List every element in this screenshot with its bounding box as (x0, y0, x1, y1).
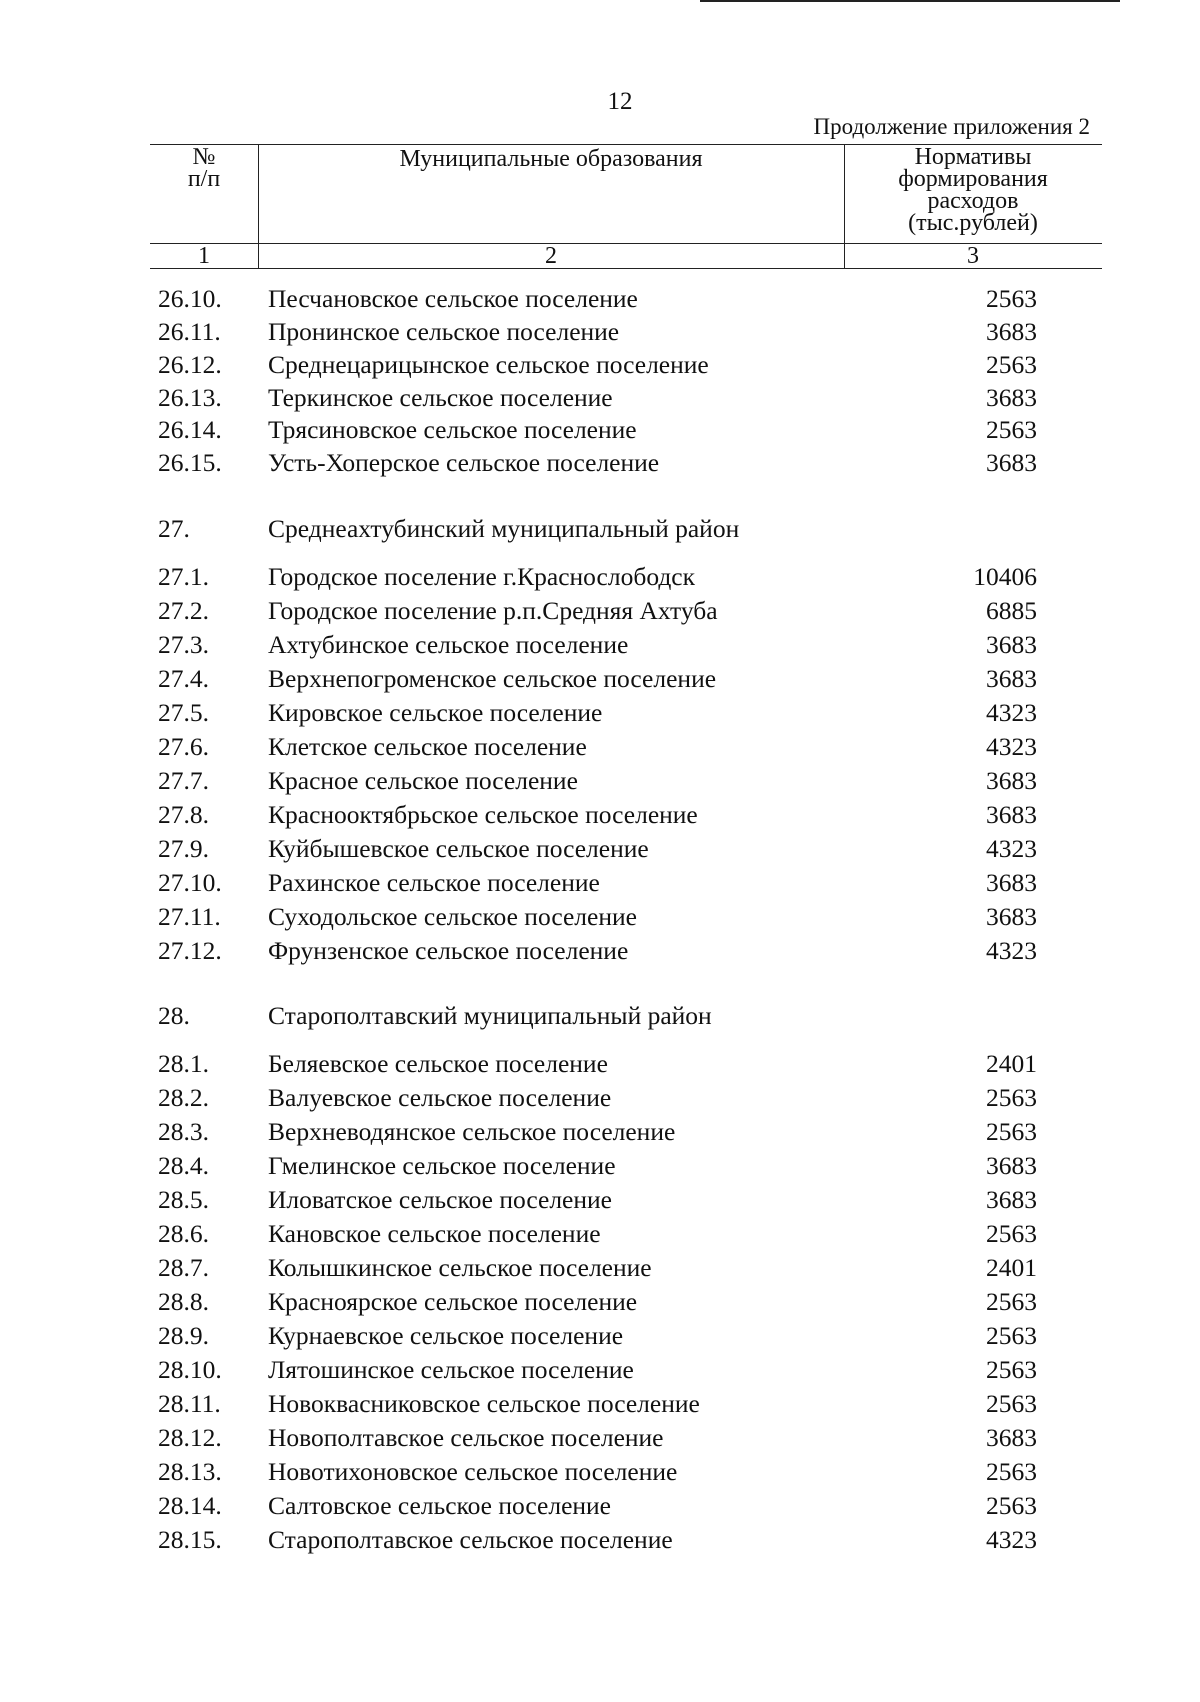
table-row (0, 1083, 1200, 1116)
row-number: 28.7. (158, 1253, 209, 1282)
row-value: 3683 (986, 1423, 1037, 1452)
table-row (0, 1287, 1200, 1320)
row-value: 2563 (986, 1389, 1037, 1418)
row-number: 27.9. (158, 834, 209, 863)
table-row (0, 834, 1200, 867)
row-value: 3683 (986, 902, 1037, 931)
header-col1-line2: п/п (187, 166, 221, 192)
row-value: 4323 (986, 698, 1037, 727)
table-row (0, 936, 1200, 969)
table-row (0, 1253, 1200, 1286)
row-number: 26.14. (158, 415, 222, 444)
row-number: 28.11. (158, 1389, 221, 1418)
row-name: Гмелинское сельское поселение (268, 1151, 616, 1180)
row-value: 3683 (986, 1151, 1037, 1180)
row-number: 27.2. (158, 596, 209, 625)
row-value: 6885 (986, 596, 1037, 625)
table-row (0, 1389, 1200, 1422)
table-row (0, 698, 1200, 731)
row-number: 26.13. (158, 383, 222, 412)
table-header (150, 144, 1102, 270)
row-name: Краснооктябрьское сельское поселение (268, 800, 698, 829)
row-name: Куйбышевское сельское поселение (268, 834, 649, 863)
row-number: 28.3. (158, 1117, 209, 1146)
header-colnum-3: 3 (967, 243, 979, 269)
row-value: 3683 (986, 800, 1037, 829)
row-value: 2563 (986, 1219, 1037, 1248)
row-value: 2563 (986, 1287, 1037, 1316)
row-number: 26.11. (158, 317, 221, 346)
appendix-note: Продолжение приложения 2 (813, 114, 1090, 139)
row-number: 28.5. (158, 1185, 209, 1214)
row-value: 4323 (986, 732, 1037, 761)
row-number: 28.6. (158, 1219, 209, 1248)
table-row (0, 1151, 1200, 1184)
row-name: Кировское сельское поселение (268, 698, 603, 727)
table-row (0, 1423, 1200, 1456)
row-name: Салтовское сельское поселение (268, 1491, 611, 1520)
header-col3 (844, 146, 1102, 234)
row-name: Рахинское сельское поселение (268, 868, 600, 897)
table-row (0, 350, 1200, 383)
row-name: Среднецарицынское сельское поселение (268, 350, 709, 379)
row-name: Усть-Хоперское сельское поселение (268, 448, 660, 477)
row-number: 26.12. (158, 350, 222, 379)
row-name: Иловатское сельское поселение (268, 1185, 612, 1214)
row-name: Лятошинское сельское поселение (268, 1355, 634, 1384)
table-row (0, 1355, 1200, 1388)
row-number: 27.12. (158, 936, 222, 965)
page-number: 12 (607, 88, 633, 115)
table-row (0, 630, 1200, 663)
table-row (0, 284, 1200, 317)
row-value: 2401 (986, 1049, 1037, 1078)
row-name: Теркинское сельское поселение (268, 383, 613, 412)
table-row (0, 732, 1200, 765)
row-value: 2401 (986, 1253, 1037, 1282)
table-row (0, 1117, 1200, 1150)
row-value: 2563 (986, 1491, 1037, 1520)
row-value: 4323 (986, 1525, 1037, 1554)
row-name: Курнаевское сельское поселение (268, 1321, 624, 1350)
table-row (0, 1049, 1200, 1082)
row-value: 2563 (986, 1321, 1037, 1350)
row-value: 2563 (986, 1083, 1037, 1112)
row-value: 4323 (986, 936, 1037, 965)
row-number: 27.8. (158, 800, 209, 829)
row-number: 28.4. (158, 1151, 209, 1180)
row-number: 28.8. (158, 1287, 209, 1316)
row-value: 3683 (986, 1185, 1037, 1214)
row-name: Новополтавское сельское поселение (268, 1423, 664, 1452)
table-row (0, 868, 1200, 901)
row-value: 3683 (986, 630, 1037, 659)
row-name: Верхневодянское сельское поселение (268, 1117, 676, 1146)
district-name: Старополтавский муниципальный район (268, 1001, 712, 1030)
district-number: 28. (158, 1001, 190, 1030)
row-number: 28.12. (158, 1423, 222, 1452)
district-heading-row (0, 1001, 1200, 1034)
row-number: 27.10. (158, 868, 222, 897)
table-row (0, 1219, 1200, 1252)
header-col1 (150, 146, 258, 190)
row-name: Суходольское сельское поселение (268, 902, 637, 931)
header-mid-line (150, 243, 1102, 244)
row-name: Кановское сельское поселение (268, 1219, 601, 1248)
header-col3-line4: (тыс.рублей) (908, 210, 1038, 236)
row-number: 27.6. (158, 732, 209, 761)
row-value: 2563 (986, 415, 1037, 444)
row-name: Верхнепогроменское сельское поселение (268, 664, 717, 693)
row-number: 28.1. (158, 1049, 209, 1078)
row-value: 2563 (986, 1117, 1037, 1146)
row-value: 3683 (986, 664, 1037, 693)
row-name: Городское поселение г.Краснослободск (268, 562, 696, 591)
row-name: Красное сельское поселение (268, 766, 578, 795)
row-number: 27.11. (158, 902, 221, 931)
row-value: 3683 (986, 766, 1037, 795)
table-row (0, 664, 1200, 697)
row-name: Старополтавское сельское поселение (268, 1525, 673, 1554)
header-colnum-1: 1 (198, 243, 210, 269)
top-rule (700, 0, 1120, 2)
district-number: 27. (158, 514, 190, 543)
row-number: 27.3. (158, 630, 209, 659)
district-name: Среднеахтубинский муниципальный район (268, 514, 740, 543)
table-row (0, 766, 1200, 799)
row-name: Трясиновское сельское поселение (268, 415, 637, 444)
header-colnum-2: 2 (545, 243, 557, 269)
header-col1-line1: № (192, 144, 216, 170)
row-value: 2563 (986, 1355, 1037, 1384)
row-number: 28.2. (158, 1083, 209, 1112)
header-col2-label: Муниципальные образования (399, 146, 703, 172)
row-number: 28.13. (158, 1457, 222, 1486)
row-value: 10406 (973, 562, 1037, 591)
table-row (0, 1457, 1200, 1490)
table-row (0, 902, 1200, 935)
header-col2 (258, 148, 844, 170)
row-name: Песчановское сельское поселение (268, 284, 638, 313)
district-heading-row (0, 514, 1200, 547)
header-col3-line1: Нормативы (914, 144, 1032, 170)
row-value: 2563 (986, 284, 1037, 313)
row-number: 27.1. (158, 562, 209, 591)
table-row (0, 800, 1200, 833)
row-number: 26.10. (158, 284, 222, 313)
row-name: Фрунзенское сельское поселение (268, 936, 629, 965)
row-value: 3683 (986, 868, 1037, 897)
row-number: 28.14. (158, 1491, 222, 1520)
row-value: 2563 (986, 350, 1037, 379)
row-value: 2563 (986, 1457, 1037, 1486)
row-name: Валуевское сельское поселение (268, 1083, 612, 1112)
table-row (0, 1525, 1200, 1558)
row-number: 27.5. (158, 698, 209, 727)
header-col3-line2: формирования (898, 166, 1048, 192)
table-row (0, 562, 1200, 595)
row-name: Колышкинское сельское поселение (268, 1253, 652, 1282)
row-name: Новотихоновское сельское поселение (268, 1457, 678, 1486)
table-row (0, 1185, 1200, 1218)
row-number: 28.15. (158, 1525, 222, 1554)
table-row (0, 383, 1200, 416)
header-bottom-line (150, 268, 1102, 269)
table-row (0, 448, 1200, 481)
table-row (0, 1491, 1200, 1524)
row-value: 3683 (986, 448, 1037, 477)
row-name: Беляевское сельское поселение (268, 1049, 608, 1078)
row-value: 3683 (986, 317, 1037, 346)
row-number: 28.9. (158, 1321, 209, 1350)
table-row (0, 317, 1200, 350)
row-number: 27.4. (158, 664, 209, 693)
row-number: 26.15. (158, 448, 222, 477)
table-row (0, 1321, 1200, 1354)
header-col3-line3: расходов (927, 188, 1019, 214)
row-value: 4323 (986, 834, 1037, 863)
row-number: 27.7. (158, 766, 209, 795)
row-name: Городское поселение р.п.Средняя Ахтуба (268, 596, 718, 625)
row-value: 3683 (986, 383, 1037, 412)
table-row (0, 415, 1200, 448)
row-number: 28.10. (158, 1355, 222, 1384)
row-name: Клетское сельское поселение (268, 732, 587, 761)
table-row (0, 596, 1200, 629)
row-name: Новоквасниковское сельское поселение (268, 1389, 700, 1418)
row-name: Красноярское сельское поселение (268, 1287, 638, 1316)
row-name: Пронинское сельское поселение (268, 317, 620, 346)
row-name: Ахтубинское сельское поселение (268, 630, 629, 659)
